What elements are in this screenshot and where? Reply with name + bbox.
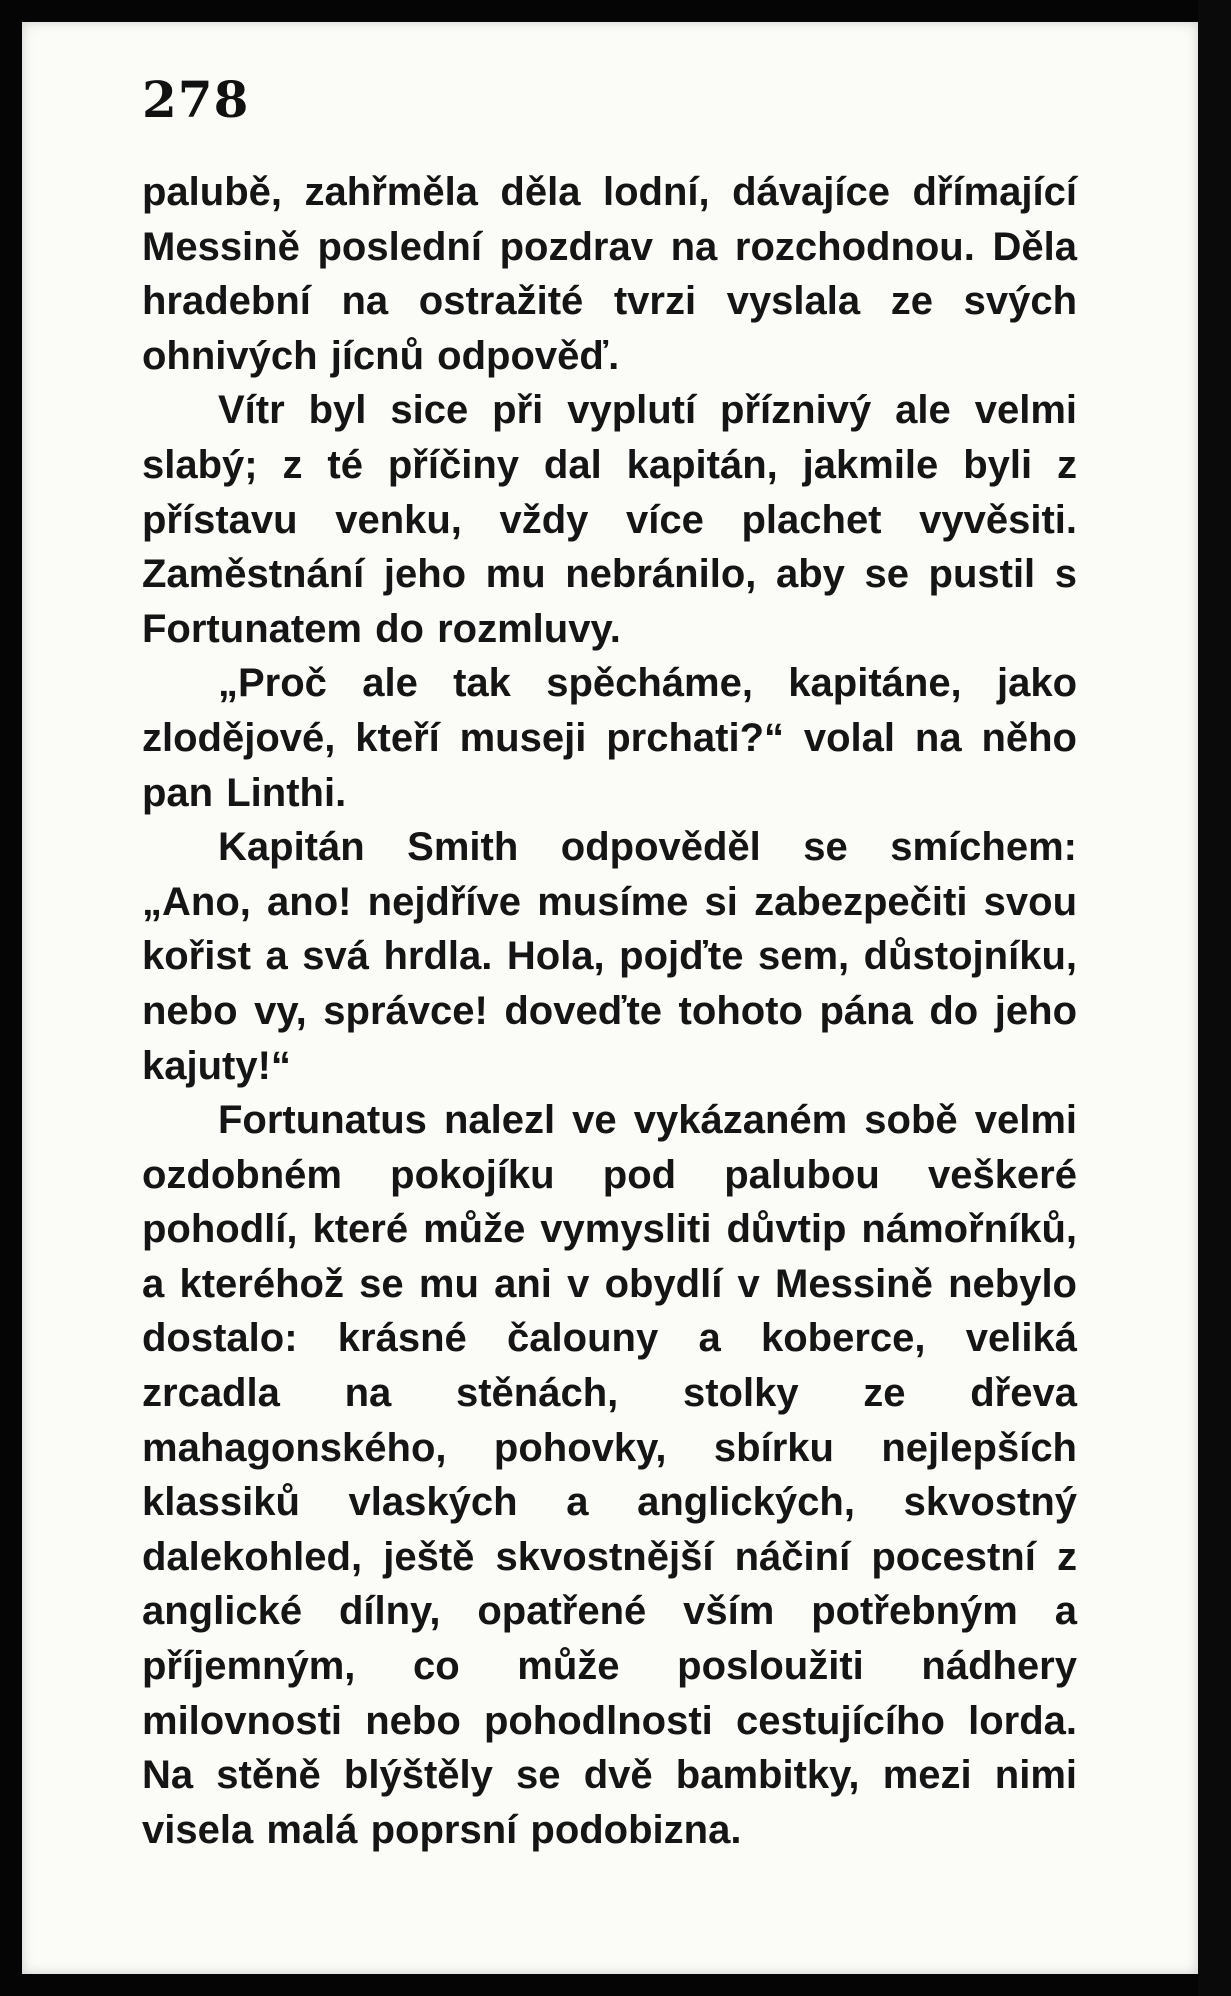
paragraph-3: „Proč ale tak spěcháme, kapitáne, jako zlodějové, kteří museji prchati?“ volal na něho pan Linthi. [142,661,1077,815]
paragraph-1: palubě, zahřměla děla lodní, dávajíce dřímající Messině poslední pozdrav na rozchodnou. Děla hradební na ostražité tvrzi vyslala ze svých ohnivých jícnů odpověď. [142,170,1077,378]
scan-edge [1198,0,1231,1996]
paragraph-5: Fortunatus nalezl ve vykázaném sobě velmi ozdobném pokojíku pod palubou veškeré pohodlí, které může vymysliti důvtip námořníků, a kteréhož se mu ani v obydlí v Messině nebylo dostalo: krásné čalouny a koberce, veliká zrcadla na stěnách, stolky ze dřeva mahagonského, pohovky, sbírku nejlepších klassiků vlaských a anglických, skvostný dalekohled, ještě skvostnější náčiní pocestní z anglické dílny, opatřené vším potřebným a příjemným, co může posloužiti nádhery milovnosti nebo pohodlnosti cestujícího lorda. Na stěně blýštěly se dvě bambitky, mezi nimi visela malá poprsní podobizna. [142,1098,1077,1852]
page-text [142,165,1077,1857]
paragraph-2: Vítr byl sice při vyplutí příznivý ale velmi slabý; z té příčiny dal kapitán, jakmile byli z přístavu venku, vždy více plachet vyvěsiti. Zaměstnání jeho mu nebránilo, aby se pustil s Fortunatem do rozmluvy. [142,388,1077,651]
paragraph-4: Kapitán Smith odpověděl se smíchem: „Ano, ano! nejdříve musíme si zabezpečiti svou kořist a svá hrdla. Hola, pojďte sem, důstojníku, nebo vy, správce! doveďte tohoto pána do jeho kajuty!“ [142,825,1077,1088]
page-number: 278 [142,70,250,129]
